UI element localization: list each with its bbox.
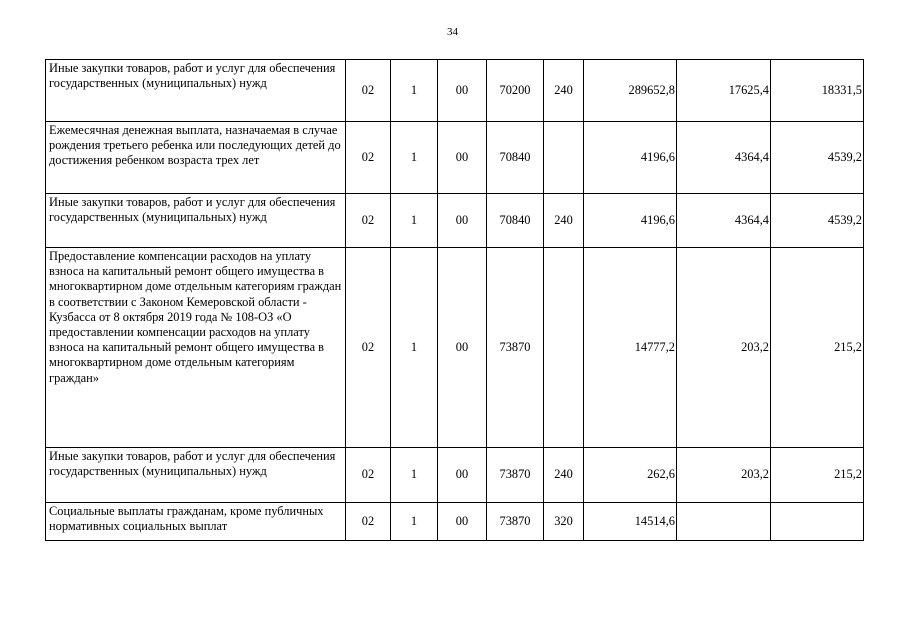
subprogram-code: 00 xyxy=(438,448,487,503)
row-description: Предоставление компенсации расходов на уплату взноса на капитальный ремонт общего имущества в многоквартирном доме отдельным категориям граждан в соответствии с Законом Кемеровской области - Кузбасса от 8 октября 2019 года № 108-ОЗ «О предоставлении компенсации расходов на уплату взноса на капитальный ремонт общего имущества в многоквартирном доме отдельным категориям граждан» xyxy=(46,248,346,448)
amount-year-1: 289652,8 xyxy=(584,60,677,122)
subprogram-code: 00 xyxy=(438,122,487,194)
direction-code: 70200 xyxy=(487,60,544,122)
table-row xyxy=(46,503,864,541)
amount-year-3 xyxy=(771,503,864,541)
subprogram-code: 00 xyxy=(438,60,487,122)
amount-year-3: 18331,5 xyxy=(771,60,864,122)
expense-type-code xyxy=(544,248,584,448)
table-row xyxy=(46,248,864,448)
amount-year-3: 215,2 xyxy=(771,248,864,448)
expense-type-code: 320 xyxy=(544,503,584,541)
table-row xyxy=(46,60,864,122)
amount-year-2: 17625,4 xyxy=(677,60,771,122)
amount-year-2 xyxy=(677,503,771,541)
expense-type-code: 240 xyxy=(544,448,584,503)
program-code: 1 xyxy=(391,60,438,122)
subprogram-code: 00 xyxy=(438,194,487,248)
table-row xyxy=(46,448,864,503)
table-row xyxy=(46,122,864,194)
expense-type-code: 240 xyxy=(544,60,584,122)
amount-year-2: 203,2 xyxy=(677,248,771,448)
razdel-code: 02 xyxy=(346,503,391,541)
row-description: Социальные выплаты гражданам, кроме публичных нормативных социальных выплат xyxy=(46,503,346,541)
amount-year-1: 262,6 xyxy=(584,448,677,503)
program-code: 1 xyxy=(391,448,438,503)
row-description: Иные закупки товаров, работ и услуг для обеспечения государственных (муниципальных) нужд xyxy=(46,194,346,248)
amount-year-2: 4364,4 xyxy=(677,122,771,194)
razdel-code: 02 xyxy=(346,122,391,194)
subprogram-code: 00 xyxy=(438,503,487,541)
direction-code: 70840 xyxy=(487,122,544,194)
budget-table xyxy=(45,59,864,541)
program-code: 1 xyxy=(391,248,438,448)
amount-year-1: 14514,6 xyxy=(584,503,677,541)
program-code: 1 xyxy=(391,122,438,194)
expense-type-code: 240 xyxy=(544,194,584,248)
direction-code: 70840 xyxy=(487,194,544,248)
program-code: 1 xyxy=(391,194,438,248)
subprogram-code: 00 xyxy=(438,248,487,448)
amount-year-1: 4196,6 xyxy=(584,122,677,194)
row-description: Иные закупки товаров, работ и услуг для обеспечения государственных (муниципальных) нужд xyxy=(46,448,346,503)
razdel-code: 02 xyxy=(346,248,391,448)
amount-year-3: 215,2 xyxy=(771,448,864,503)
table-row xyxy=(46,194,864,248)
amount-year-1: 4196,6 xyxy=(584,194,677,248)
program-code: 1 xyxy=(391,503,438,541)
row-description: Иные закупки товаров, работ и услуг для обеспечения государственных (муниципальных) нужд xyxy=(46,60,346,122)
row-description: Ежемесячная денежная выплата, назначаемая в случае рождения третьего ребенка или последующих детей до достижения ребенком возраста трех лет xyxy=(46,122,346,194)
amount-year-3: 4539,2 xyxy=(771,194,864,248)
amount-year-2: 203,2 xyxy=(677,448,771,503)
razdel-code: 02 xyxy=(346,448,391,503)
direction-code: 73870 xyxy=(487,448,544,503)
razdel-code: 02 xyxy=(346,194,391,248)
page-number: 34 xyxy=(447,26,458,38)
amount-year-1: 14777,2 xyxy=(584,248,677,448)
razdel-code: 02 xyxy=(346,60,391,122)
amount-year-2: 4364,4 xyxy=(677,194,771,248)
amount-year-3: 4539,2 xyxy=(771,122,864,194)
direction-code: 73870 xyxy=(487,248,544,448)
expense-type-code xyxy=(544,122,584,194)
direction-code: 73870 xyxy=(487,503,544,541)
